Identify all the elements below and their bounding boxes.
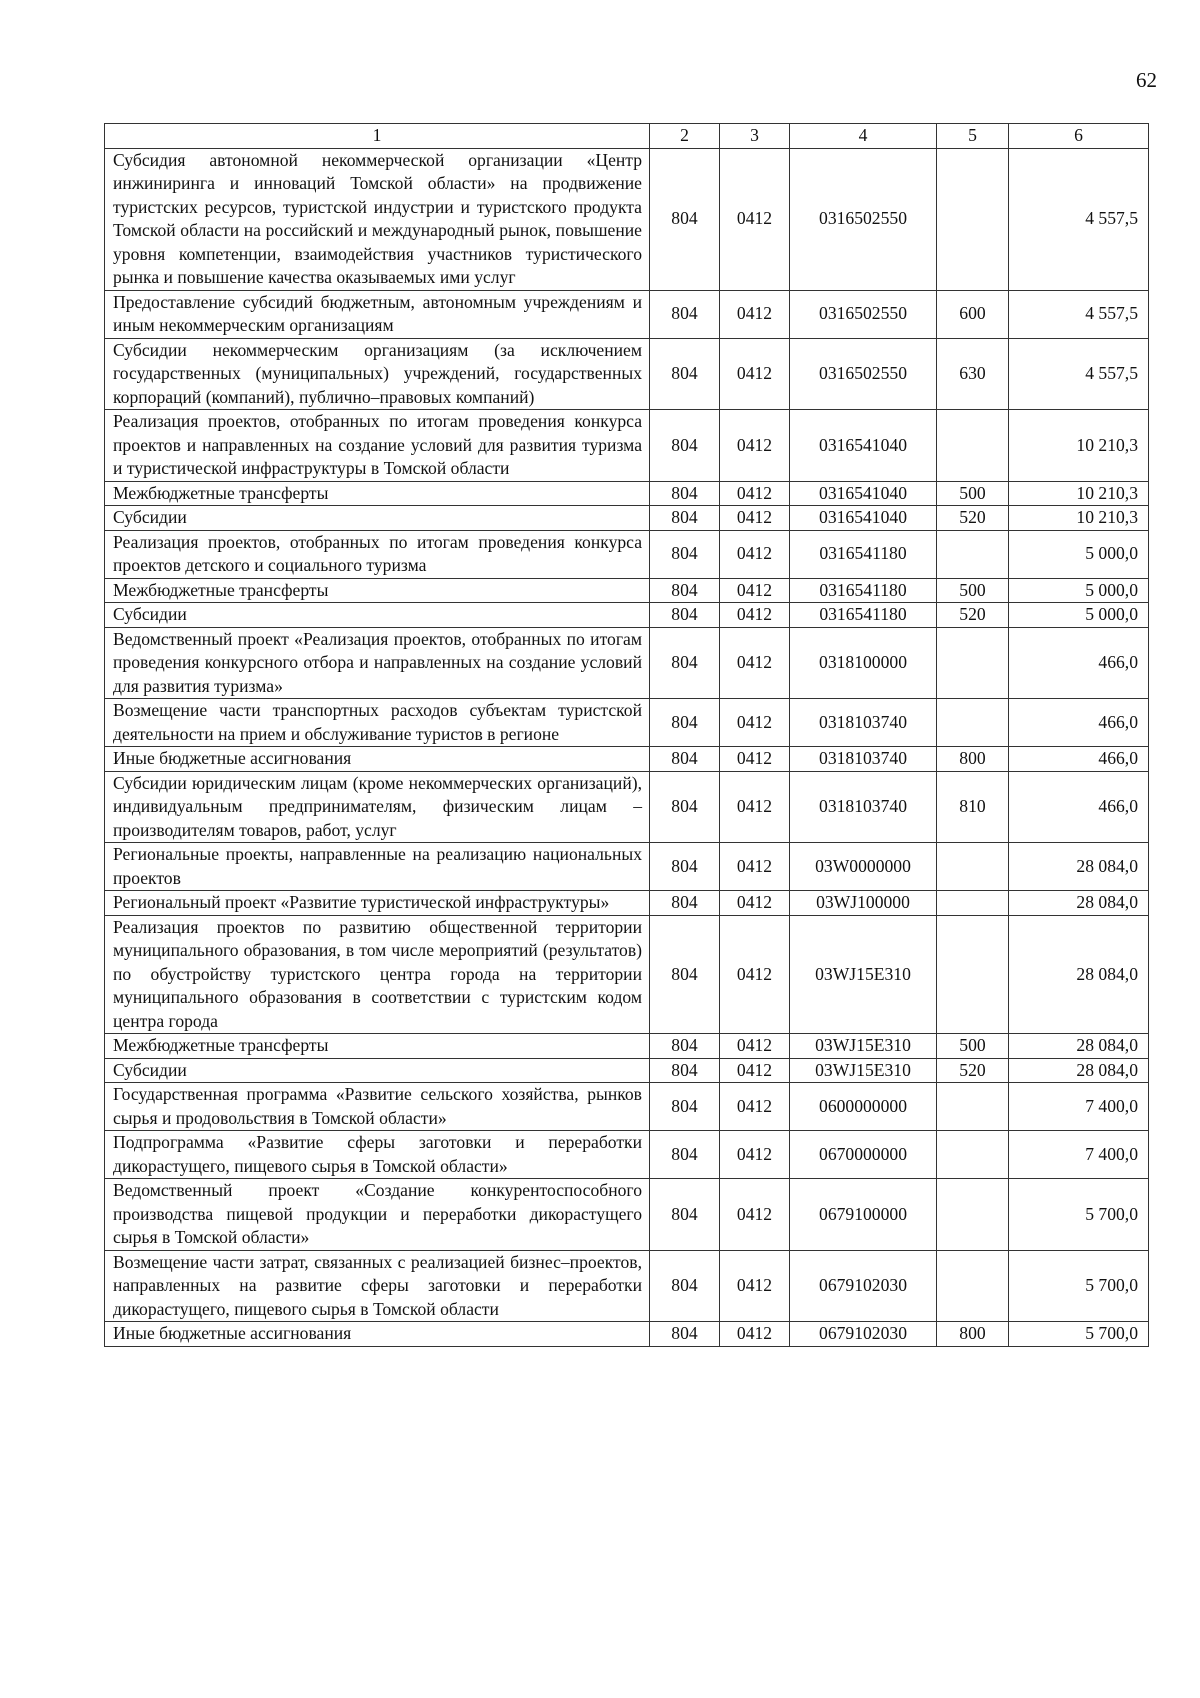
item-name-cell: Государственная программа «Развитие сельского хозяйства, рынков сырья и продовольствия в Томской области» (105, 1083, 650, 1131)
amount-cell: 466,0 (1009, 627, 1149, 699)
table-row (105, 699, 1149, 747)
section-code-cell: 0412 (720, 1131, 790, 1179)
amount-cell: 7 400,0 (1009, 1131, 1149, 1179)
table-row (105, 1179, 1149, 1251)
expense-type-cell (937, 627, 1009, 699)
expense-type-cell: 520 (937, 603, 1009, 628)
amount-cell: 466,0 (1009, 699, 1149, 747)
target-code-cell: 0316541180 (790, 530, 937, 578)
ministry-code-cell: 804 (650, 530, 720, 578)
item-name-cell: Межбюджетные трансферты (105, 1034, 650, 1059)
item-name-cell: Субсидии (105, 603, 650, 628)
ministry-code-cell: 804 (650, 338, 720, 410)
item-name-cell: Предоставление субсидий бюджетным, автономным учреждениям и иным некоммерческим организациям (105, 290, 650, 338)
section-code-cell: 0412 (720, 290, 790, 338)
target-code-cell: 0316541180 (790, 578, 937, 603)
expense-type-cell (937, 1131, 1009, 1179)
column-header: 4 (790, 124, 937, 149)
budget-table (104, 123, 1149, 1347)
section-code-cell: 0412 (720, 1058, 790, 1083)
ministry-code-cell: 804 (650, 1034, 720, 1059)
target-code-cell: 03WJ15E310 (790, 1058, 937, 1083)
amount-cell: 466,0 (1009, 771, 1149, 843)
section-code-cell: 0412 (720, 530, 790, 578)
item-name-cell: Субсидии (105, 1058, 650, 1083)
section-code-cell: 0412 (720, 1250, 790, 1322)
amount-cell: 7 400,0 (1009, 1083, 1149, 1131)
target-code-cell: 0318100000 (790, 627, 937, 699)
section-code-cell: 0412 (720, 603, 790, 628)
ministry-code-cell: 804 (650, 410, 720, 482)
target-code-cell: 03WJ15E310 (790, 915, 937, 1034)
ministry-code-cell: 804 (650, 578, 720, 603)
target-code-cell: 0318103740 (790, 747, 937, 772)
item-name-cell: Межбюджетные трансферты (105, 578, 650, 603)
column-header: 6 (1009, 124, 1149, 149)
ministry-code-cell: 804 (650, 747, 720, 772)
section-code-cell: 0412 (720, 148, 790, 290)
table-row (105, 481, 1149, 506)
table-row (105, 1322, 1149, 1347)
amount-cell: 5 700,0 (1009, 1250, 1149, 1322)
section-code-cell: 0412 (720, 747, 790, 772)
table-row (105, 627, 1149, 699)
target-code-cell: 0316502550 (790, 148, 937, 290)
expense-type-cell: 600 (937, 290, 1009, 338)
expense-type-cell (937, 1179, 1009, 1251)
expense-type-cell (937, 410, 1009, 482)
table-row (105, 747, 1149, 772)
amount-cell: 10 210,3 (1009, 506, 1149, 531)
item-name-cell: Субсидия автономной некоммерческой организации «Центр инжиниринга и инноваций Томской области» на продвижение туристских ресурсов, туристской индустрии и туристского продукта Томской области на российский и международный рынок, повышение уровня компетенции, взаимодействия участников туристического рынка и повышение качества оказываемых ими услуг (105, 148, 650, 290)
table-row (105, 338, 1149, 410)
amount-cell: 4 557,5 (1009, 148, 1149, 290)
table-row (105, 530, 1149, 578)
ministry-code-cell: 804 (650, 603, 720, 628)
ministry-code-cell: 804 (650, 1250, 720, 1322)
target-code-cell: 0316541040 (790, 506, 937, 531)
item-name-cell: Ведомственный проект «Реализация проектов, отобранных по итогам проведения конкурсного отбора и направленных на создание условий для развития туризма» (105, 627, 650, 699)
item-name-cell: Возмещение части затрат, связанных с реализацией бизнес–проектов, направленных на развитие сферы заготовки и переработки дикорастущего, пищевого сырья в Томской области (105, 1250, 650, 1322)
item-name-cell: Ведомственный проект «Создание конкурентоспособного производства пищевой продукции и переработки дикорастущего сырья в Томской области» (105, 1179, 650, 1251)
amount-cell: 28 084,0 (1009, 915, 1149, 1034)
amount-cell: 466,0 (1009, 747, 1149, 772)
expense-type-cell (937, 699, 1009, 747)
amount-cell: 5 000,0 (1009, 530, 1149, 578)
table-row (105, 843, 1149, 891)
expense-type-cell: 520 (937, 1058, 1009, 1083)
section-code-cell: 0412 (720, 1083, 790, 1131)
column-header: 3 (720, 124, 790, 149)
amount-cell: 28 084,0 (1009, 891, 1149, 916)
table-row (105, 506, 1149, 531)
ministry-code-cell: 804 (650, 1083, 720, 1131)
ministry-code-cell: 804 (650, 148, 720, 290)
table-row (105, 1250, 1149, 1322)
ministry-code-cell: 804 (650, 1131, 720, 1179)
expense-type-cell (937, 843, 1009, 891)
item-name-cell: Субсидии (105, 506, 650, 531)
table-row (105, 771, 1149, 843)
amount-cell: 28 084,0 (1009, 843, 1149, 891)
expense-type-cell: 800 (937, 1322, 1009, 1347)
target-code-cell: 0316502550 (790, 290, 937, 338)
section-code-cell: 0412 (720, 338, 790, 410)
item-name-cell: Субсидии юридическим лицам (кроме некоммерческих организаций), индивидуальным предпринимателям, физическим лицам – производителям товаров, работ, услуг (105, 771, 650, 843)
section-code-cell: 0412 (720, 506, 790, 531)
item-name-cell: Иные бюджетные ассигнования (105, 747, 650, 772)
item-name-cell: Реализация проектов, отобранных по итогам проведения конкурса проектов и направленных на создание условий для развития туризма и туристической инфраструктуры в Томской области (105, 410, 650, 482)
item-name-cell: Субсидии некоммерческим организациям (за исключением государственных (муниципальных) учреждений, государственных корпораций (компаний), публично–правовых компаний) (105, 338, 650, 410)
ministry-code-cell: 804 (650, 699, 720, 747)
amount-cell: 4 557,5 (1009, 290, 1149, 338)
ministry-code-cell: 804 (650, 627, 720, 699)
target-code-cell: 0318103740 (790, 699, 937, 747)
expense-type-cell (937, 915, 1009, 1034)
amount-cell: 5 000,0 (1009, 603, 1149, 628)
expense-type-cell: 500 (937, 578, 1009, 603)
item-name-cell: Иные бюджетные ассигнования (105, 1322, 650, 1347)
section-code-cell: 0412 (720, 1322, 790, 1347)
expense-type-cell: 810 (937, 771, 1009, 843)
table-row (105, 891, 1149, 916)
amount-cell: 5 700,0 (1009, 1179, 1149, 1251)
table-row (105, 148, 1149, 290)
amount-cell: 5 000,0 (1009, 578, 1149, 603)
target-code-cell: 0318103740 (790, 771, 937, 843)
target-code-cell: 0679102030 (790, 1250, 937, 1322)
expense-type-cell (937, 891, 1009, 916)
table-row (105, 1034, 1149, 1059)
column-header: 1 (105, 124, 650, 149)
table-row (105, 578, 1149, 603)
item-name-cell: Реализация проектов, отобранных по итогам проведения конкурса проектов детского и социального туризма (105, 530, 650, 578)
item-name-cell: Региональные проекты, направленные на реализацию национальных проектов (105, 843, 650, 891)
amount-cell: 28 084,0 (1009, 1034, 1149, 1059)
expense-type-cell (937, 530, 1009, 578)
ministry-code-cell: 804 (650, 915, 720, 1034)
ministry-code-cell: 804 (650, 843, 720, 891)
target-code-cell: 03W0000000 (790, 843, 937, 891)
page-number: 62 (1136, 68, 1157, 92)
target-code-cell: 03WJ100000 (790, 891, 937, 916)
item-name-cell: Межбюджетные трансферты (105, 481, 650, 506)
item-name-cell: Региональный проект «Развитие туристической инфраструктуры» (105, 891, 650, 916)
amount-cell: 28 084,0 (1009, 1058, 1149, 1083)
section-code-cell: 0412 (720, 699, 790, 747)
amount-cell: 10 210,3 (1009, 481, 1149, 506)
section-code-cell: 0412 (720, 627, 790, 699)
expense-type-cell: 800 (937, 747, 1009, 772)
table-row (105, 410, 1149, 482)
target-code-cell: 0670000000 (790, 1131, 937, 1179)
table-row (105, 915, 1149, 1034)
target-code-cell: 0316541040 (790, 410, 937, 482)
target-code-cell: 0600000000 (790, 1083, 937, 1131)
table-row (105, 1058, 1149, 1083)
target-code-cell: 0679100000 (790, 1179, 937, 1251)
target-code-cell: 0679102030 (790, 1322, 937, 1347)
expense-type-cell: 500 (937, 481, 1009, 506)
expense-type-cell (937, 1250, 1009, 1322)
section-code-cell: 0412 (720, 1179, 790, 1251)
target-code-cell: 03WJ15E310 (790, 1034, 937, 1059)
section-code-cell: 0412 (720, 891, 790, 916)
section-code-cell: 0412 (720, 410, 790, 482)
item-name-cell: Реализация проектов по развитию общественной территории муниципального образования, в том числе мероприятий (результатов) по обустройству туристского центра города на территории муниципального образования в соответствии с туристским кодом центра города (105, 915, 650, 1034)
table-row (105, 290, 1149, 338)
table-row (105, 1131, 1149, 1179)
ministry-code-cell: 804 (650, 1322, 720, 1347)
section-code-cell: 0412 (720, 1034, 790, 1059)
column-header: 2 (650, 124, 720, 149)
ministry-code-cell: 804 (650, 891, 720, 916)
expense-type-cell: 500 (937, 1034, 1009, 1059)
ministry-code-cell: 804 (650, 290, 720, 338)
section-code-cell: 0412 (720, 771, 790, 843)
table-row (105, 1083, 1149, 1131)
expense-type-cell (937, 148, 1009, 290)
table-row (105, 603, 1149, 628)
budget-table-body (105, 124, 1149, 1347)
amount-cell: 10 210,3 (1009, 410, 1149, 482)
column-header: 5 (937, 124, 1009, 149)
expense-type-cell: 630 (937, 338, 1009, 410)
ministry-code-cell: 804 (650, 1179, 720, 1251)
expense-type-cell: 520 (937, 506, 1009, 531)
section-code-cell: 0412 (720, 915, 790, 1034)
target-code-cell: 0316502550 (790, 338, 937, 410)
section-code-cell: 0412 (720, 481, 790, 506)
section-code-cell: 0412 (720, 843, 790, 891)
ministry-code-cell: 804 (650, 506, 720, 531)
section-code-cell: 0412 (720, 578, 790, 603)
ministry-code-cell: 804 (650, 1058, 720, 1083)
target-code-cell: 0316541040 (790, 481, 937, 506)
table-header-row (105, 124, 1149, 149)
ministry-code-cell: 804 (650, 481, 720, 506)
expense-type-cell (937, 1083, 1009, 1131)
item-name-cell: Возмещение части транспортных расходов субъектам туристской деятельности на прием и обслуживание туристов в регионе (105, 699, 650, 747)
target-code-cell: 0316541180 (790, 603, 937, 628)
amount-cell: 5 700,0 (1009, 1322, 1149, 1347)
amount-cell: 4 557,5 (1009, 338, 1149, 410)
ministry-code-cell: 804 (650, 771, 720, 843)
item-name-cell: Подпрограмма «Развитие сферы заготовки и переработки дикорастущего, пищевого сырья в Томской области» (105, 1131, 650, 1179)
